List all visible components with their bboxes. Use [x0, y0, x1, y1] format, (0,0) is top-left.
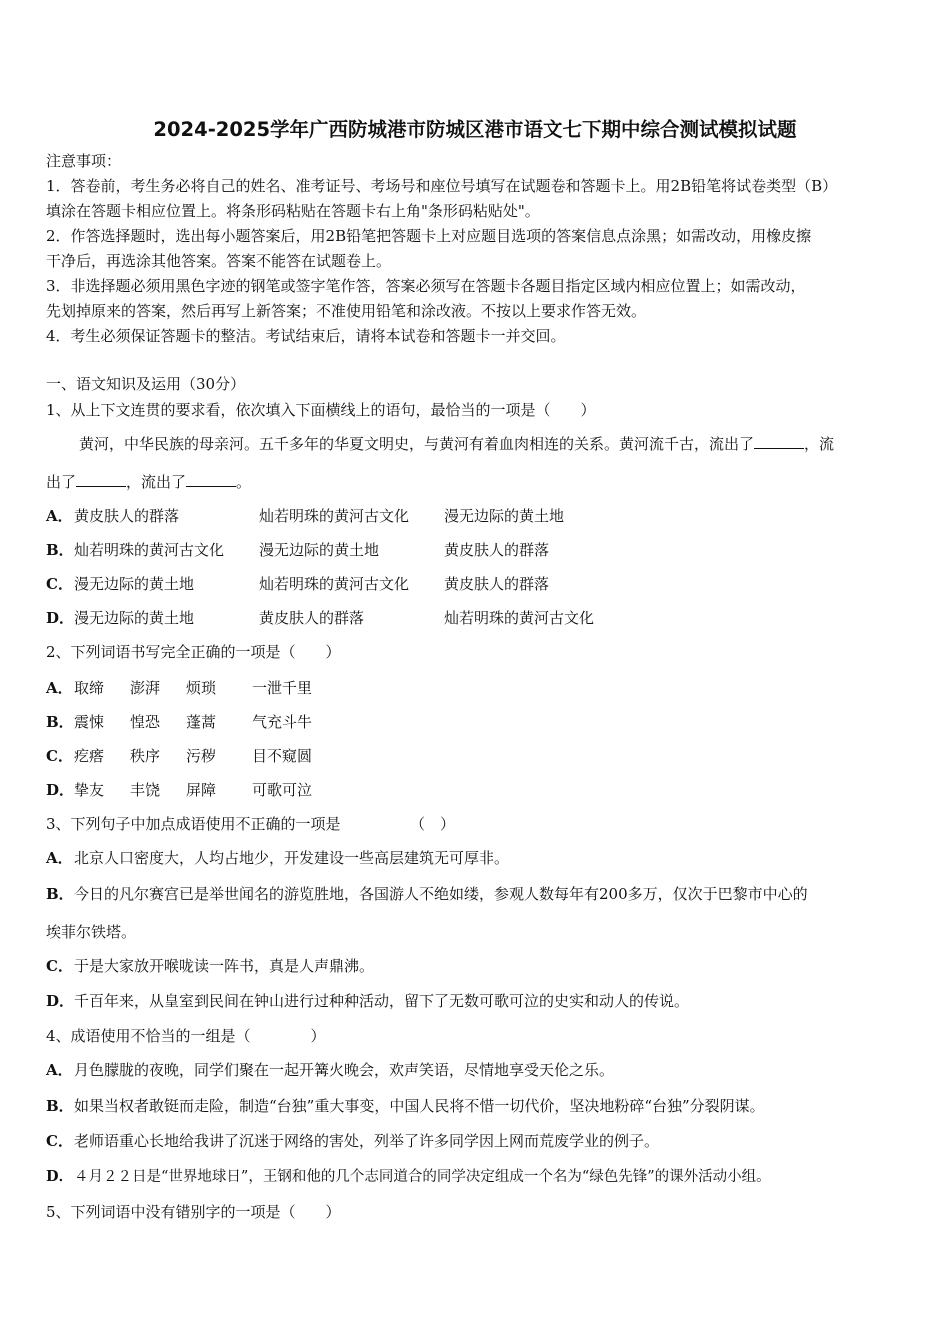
question-5-stem: 5、下列词语中没有错别字的一项是（ ）	[46, 1203, 341, 1221]
section-heading: 一、语文知识及运用（30分）	[46, 375, 246, 393]
notice-line: 4．考生必须保证答题卡的整洁。考试结束后，请将本试卷和答题卡一并交回。	[46, 327, 566, 345]
option-label: D．	[46, 1168, 74, 1185]
question-1-passage-cont	[46, 472, 251, 492]
option-label: C．	[46, 747, 73, 765]
notice-heading: 注意事项：	[46, 152, 122, 170]
option-word: 惶恐	[130, 713, 161, 731]
option-label: C．	[46, 957, 73, 975]
option-row[interactable]	[46, 991, 689, 1011]
option-word: 可歌可泣	[252, 781, 313, 799]
option-label: C．	[46, 1132, 73, 1150]
option-label: D．	[46, 609, 75, 627]
option-word: 一泄千里	[252, 679, 313, 697]
notice-line: 2．作答选择题时，选出每小题答案后，用2B铅笔把答题卡上对应题目选项的答案信息点涂黑；如需改动，用橡皮擦	[46, 227, 812, 245]
passage-text: ，流出了	[126, 473, 187, 491]
passage-text: 出了	[46, 473, 77, 491]
option-word: 目不窥圆	[252, 747, 313, 765]
option-label: D．	[46, 781, 75, 799]
option-row[interactable]	[46, 956, 374, 976]
option-label: B．	[46, 885, 74, 903]
option-label: D．	[46, 992, 75, 1010]
question-2-stem: 2、下列词语书写完全正确的一项是（ ）	[46, 643, 341, 661]
option-row[interactable]	[46, 848, 509, 868]
option-label: B．	[46, 1097, 74, 1115]
option-word: 澎湃	[130, 679, 161, 697]
option-text: 老师语重心长地给我讲了沉迷于网络的害处，列举了许多同学因上网而荒废学业的例子。	[74, 1132, 660, 1150]
option-row[interactable]	[46, 884, 808, 904]
option-choice: 灿若明珠的黄河古文化	[444, 609, 595, 627]
option-text: 于是大家放开喉咙读一阵书，真是人声鼎沸。	[74, 957, 375, 975]
option-text: 月色朦胧的夜晚，同学们聚在一起开篝火晚会，欢声笑语，尽情地享受天伦之乐。	[74, 1061, 615, 1079]
option-word: 取缔	[74, 679, 105, 697]
option-label: A．	[46, 849, 73, 867]
option-row[interactable]	[46, 1167, 771, 1187]
page-title: 2024-2025学年广西防城港市防城区港市语文七下期中综合测试模拟试题	[153, 118, 797, 141]
option-label: B．	[46, 713, 74, 731]
option-choice: 黄皮肤人的群落	[444, 575, 550, 593]
option-choice: 灿若明珠的黄河古文化	[259, 507, 410, 525]
option-choice: 灿若明珠的黄河古文化	[259, 575, 410, 593]
option-word: 烦琐	[186, 679, 217, 697]
option-word: 挚友	[74, 781, 105, 799]
option-text: 如果当权者敢铤而走险，制造“台独”重大事变，中国人民将不惜一切代价，坚决地粉碎“台独”分裂阴谋。	[74, 1097, 765, 1115]
answer-blank[interactable]	[76, 472, 126, 487]
option-word: 震悚	[74, 713, 105, 731]
question-1-stem: 1、从上下文连贯的要求看，依次填入下面横线上的语句，最恰当的一项是（ ）	[46, 401, 596, 419]
option-word: 蓬蒿	[186, 713, 217, 731]
question-1-passage	[79, 434, 834, 454]
notice-line: 填涂在答题卡相应位置上。将条形码粘贴在答题卡右上角"条形码粘贴处"。	[46, 202, 540, 220]
option-text-cont: 埃菲尔铁塔。	[46, 923, 137, 941]
option-row[interactable]	[46, 678, 312, 698]
answer-blank[interactable]	[754, 434, 804, 449]
answer-blank[interactable]	[186, 472, 236, 487]
option-label: A．	[46, 1061, 73, 1079]
option-row[interactable]	[46, 506, 179, 526]
passage-text: 。	[236, 473, 252, 491]
option-choice: 黄皮肤人的群落	[259, 609, 365, 627]
option-text: 北京人口密度大，人均占地少，开发建设一些高层建筑无可厚非。	[74, 849, 510, 867]
option-label: B．	[46, 541, 74, 559]
option-choice: 黄皮肤人的群落	[444, 541, 550, 559]
notice-line: 干净后，再选涂其他答案。答案不能答在试题卷上。	[46, 252, 392, 270]
option-choice: 漫无边际的黄土地	[74, 575, 195, 593]
question-3-stem: 3、下列句子中加点成语使用不正确的一项是	[46, 815, 341, 833]
passage-text: ，流	[804, 435, 835, 453]
option-row[interactable]	[46, 608, 194, 628]
option-word: 秩序	[130, 747, 161, 765]
option-row[interactable]	[46, 780, 312, 800]
option-row[interactable]	[46, 1096, 765, 1116]
option-text: ４月２２日是“世界地球日”，王钢和他的几个志同道合的同学决定组成一个名为“绿色先锋”的课外活动小组。	[74, 1169, 771, 1185]
option-row[interactable]	[46, 746, 312, 766]
option-row[interactable]	[46, 574, 194, 594]
option-label: C．	[46, 575, 73, 593]
question-4-stem: 4、成语使用不恰当的一组是（ ）	[46, 1027, 326, 1045]
option-word: 疙瘩	[74, 747, 105, 765]
option-row[interactable]	[46, 1131, 659, 1151]
option-row[interactable]	[46, 540, 224, 560]
option-choice: 漫无边际的黄土地	[74, 609, 195, 627]
notice-line: 先划掉原来的答案，然后再写上新答案；不准使用铅笔和涂改液。不按以上要求作答无效。	[46, 302, 647, 320]
option-row[interactable]	[46, 1060, 614, 1080]
option-word: 气充斗牛	[252, 713, 313, 731]
notice-line: 1．答卷前，考生务必将自己的姓名、准考证号、考场号和座位号填写在试题卷和答题卡上。用2B铅笔将试卷类型（B）	[46, 177, 838, 195]
option-row[interactable]	[46, 712, 312, 732]
notice-line: 3．非选择题必须用黑色字迹的钢笔或签字笔作答，答案必须写在答题卡各题目指定区域内相应位置上；如需改动，	[46, 277, 806, 295]
option-choice: 漫无边际的黄土地	[259, 541, 380, 559]
question-3-paren: （ ）	[410, 815, 456, 833]
option-label: A．	[46, 679, 73, 697]
option-choice: 漫无边际的黄土地	[444, 507, 565, 525]
option-choice: 黄皮肤人的群落	[74, 507, 180, 525]
option-label: A．	[46, 507, 73, 525]
option-text: 今日的凡尔赛宫已是举世闻名的游览胜地，各国游人不绝如缕，参观人数每年有200多万，仅次于巴黎市中心的	[74, 885, 808, 903]
passage-text: 黄河，中华民族的母亲河。五千多年的华夏文明史，与黄河有着血肉相连的关系。黄河流千古，流出了	[79, 435, 755, 453]
option-text: 千百年来，从皇室到民间在钟山进行过种种活动，留下了无数可歌可泣的史实和动人的传说。	[74, 992, 690, 1010]
option-word: 污秽	[186, 747, 217, 765]
option-word: 屏障	[186, 781, 217, 799]
option-word: 丰饶	[130, 781, 161, 799]
option-choice: 灿若明珠的黄河古文化	[74, 541, 225, 559]
